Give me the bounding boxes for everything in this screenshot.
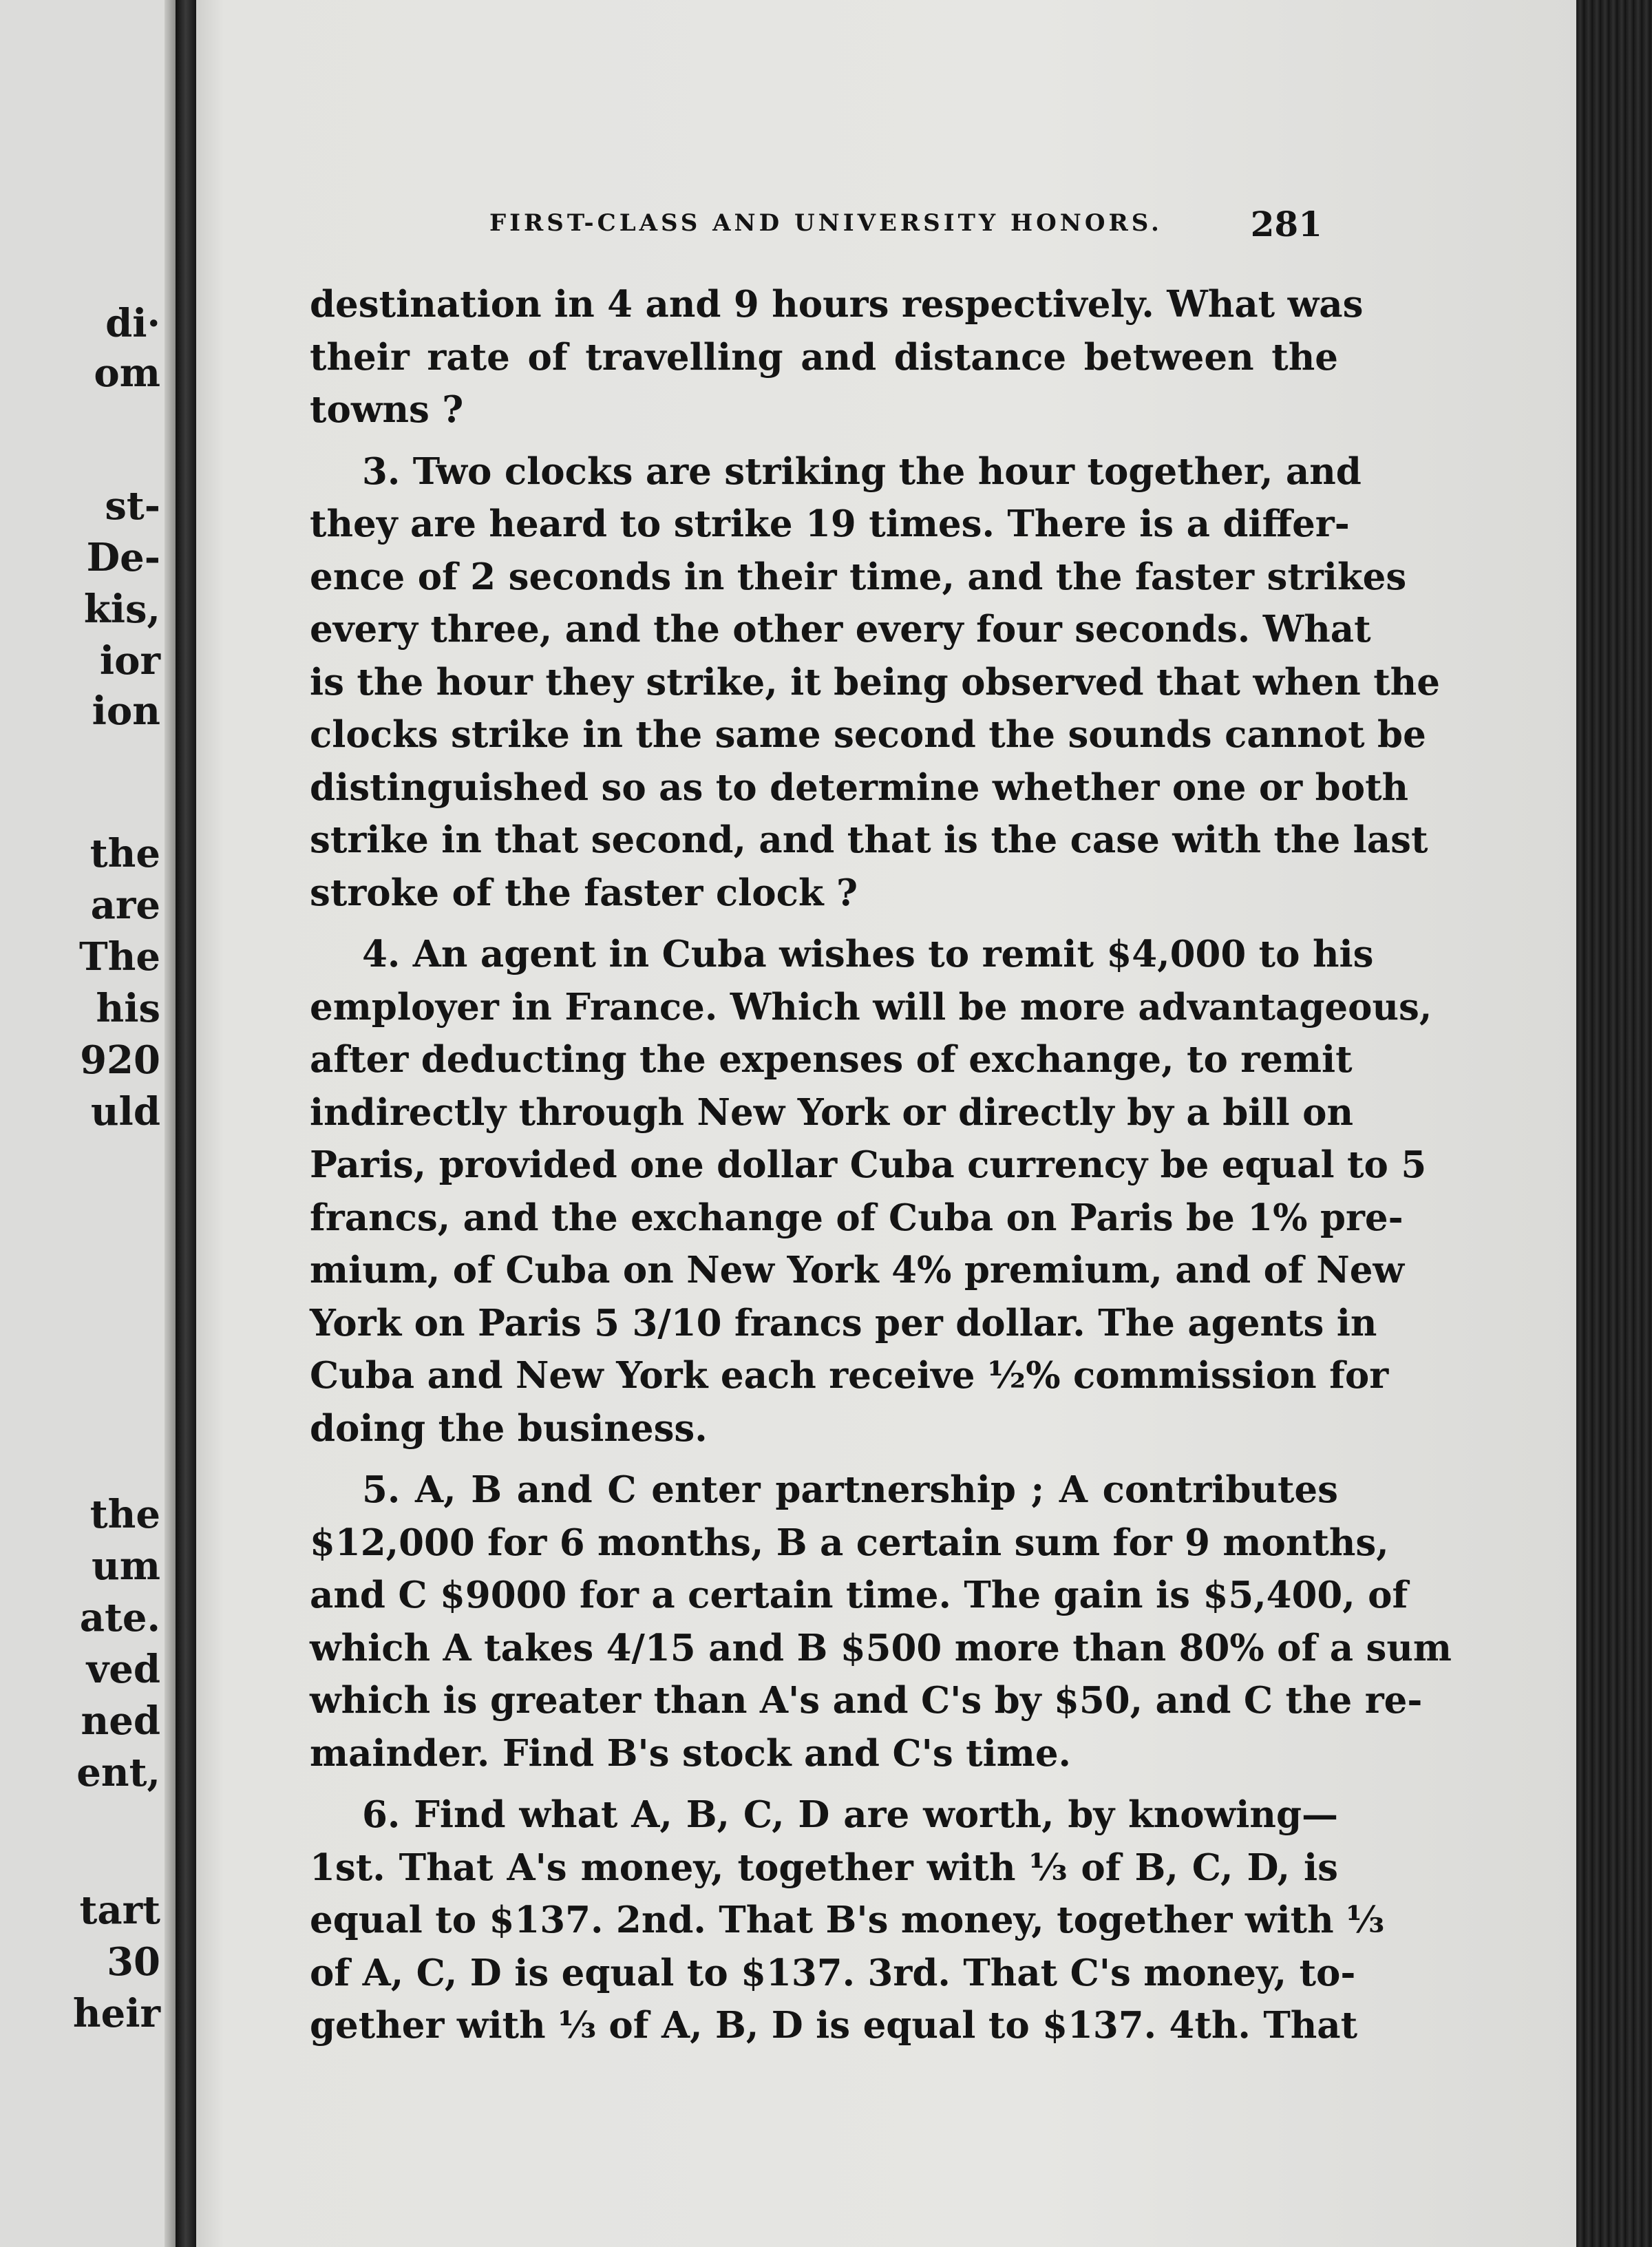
text-line: stroke of the faster clock ?: [310, 871, 858, 914]
text-line: towns ?: [310, 388, 464, 431]
text-line: which is greater than A's and C's by $50, and C the re-: [310, 1679, 1423, 1722]
left-page-fragment: di·: [105, 301, 160, 346]
text-line: equal to $137. 2nd. That B's money, together with ⅓: [310, 1899, 1384, 1941]
running-head: FIRST-CLASS AND UNIVERSITY HONORS.: [489, 209, 1163, 237]
text-line: indirectly through New York or directly by a bill on: [310, 1090, 1354, 1134]
left-page-fragment: ate.: [79, 1595, 160, 1641]
text-line: strike in that second, and that is the case with the last: [310, 819, 1428, 861]
left-page-fragment: are: [90, 883, 160, 928]
left-page-fragment: 920: [80, 1037, 160, 1083]
text-line: doing the business.: [310, 1406, 708, 1450]
text-line: ence of 2 seconds in their time, and the faster strikes: [310, 555, 1407, 598]
left-page-fragment: The: [78, 934, 160, 980]
text-line: York on Paris 5 3/10 francs per dollar. The agents in: [310, 1301, 1377, 1344]
text-line: clocks strike in the same second the sounds cannot be: [310, 713, 1426, 756]
text-line: francs, and the exchange of Cuba on Paris be 1% pre-: [310, 1196, 1404, 1239]
text-line: of A, C, D is equal to $137. 3rd. That C's money, to-: [310, 1951, 1356, 1994]
left-page-fragment: kis,: [83, 587, 160, 632]
text-line: their rate of travelling and distance between the: [310, 335, 1338, 379]
left-page-fragment: om: [94, 350, 160, 396]
text-line: distinguished so as to determine whether one or both: [310, 766, 1409, 809]
text-line: Paris, provided one dollar Cuba currency be equal to 5: [310, 1143, 1427, 1186]
page-header: [489, 204, 1322, 245]
left-page-gutter: [165, 0, 176, 2247]
left-page-fragment: De-: [86, 535, 160, 580]
left-page-fragment: ior: [99, 638, 160, 684]
left-page-fragment: ned: [81, 1698, 160, 1744]
left-page-fragment: tart: [79, 1888, 160, 1933]
text-line: mainder. Find B's stock and C's time.: [310, 1731, 1072, 1775]
text-line: mium, of Cuba on New York 4% premium, and of New: [310, 1249, 1405, 1291]
left-page-fragment: ved: [86, 1647, 160, 1692]
text-line: destination in 4 and 9 hours respectively. What was: [310, 283, 1364, 326]
text-line: employer in France. Which will be more advantageous,: [310, 985, 1432, 1028]
text-line: is the hour they strike, it being observed that when the: [310, 660, 1440, 704]
text-line: and C $9000 for a certain time. The gain is $5,400, of: [310, 1574, 1408, 1616]
text-line: gether with ⅓ of A, B, D is equal to $137. 4th. That: [310, 2004, 1358, 2047]
left-page-fragment: his: [96, 986, 160, 1031]
left-page-fragment: 30: [107, 1939, 160, 1985]
left-page-fragment: uld: [90, 1089, 160, 1135]
left-page-fragment: the: [89, 831, 160, 876]
text-line: every three, and the other every four seconds. What: [310, 608, 1371, 651]
problem-4-first-line: 4. An agent in Cuba wishes to remit $4,000 to his: [362, 933, 1374, 975]
problem-5-first-line: 5. A, B and C enter partnership ; A contributes: [362, 1468, 1338, 1511]
body-text: [310, 278, 1452, 2052]
text-line: which A takes 4/15 and B $500 more than 80% of a sum: [310, 1626, 1452, 1669]
left-page-fragment: the: [89, 1492, 160, 1537]
text-line: they are heard to strike 19 times. There is a differ-: [310, 503, 1350, 545]
left-page-fragment: ion: [92, 688, 160, 734]
left-page-fragment: st-: [105, 483, 160, 529]
problem-3-first-line: 3. Two clocks are striking the hour together, and: [362, 450, 1362, 493]
text-line: Cuba and New York each receive ½% commission for: [310, 1354, 1389, 1397]
left-page-fragment: ent,: [76, 1750, 160, 1795]
text-line: $12,000 for 6 months, B a certain sum for 9 months,: [310, 1521, 1389, 1564]
book-spine: [176, 0, 196, 2247]
text-line: 1st. That A's money, together with ⅓ of B, C, D, is: [310, 1846, 1338, 1889]
left-page-fragment: um: [92, 1543, 160, 1589]
left-facing-page: [0, 0, 176, 2247]
text-line: after deducting the expenses of exchange, to remit: [310, 1038, 1353, 1081]
left-page-fragment: heir: [72, 1991, 160, 2036]
page-number: 281: [1250, 204, 1322, 244]
problem-6-first-line: 6. Find what A, B, C, D are worth, by knowing—: [362, 1793, 1338, 1836]
page-edge-shadow: [1576, 0, 1652, 2247]
